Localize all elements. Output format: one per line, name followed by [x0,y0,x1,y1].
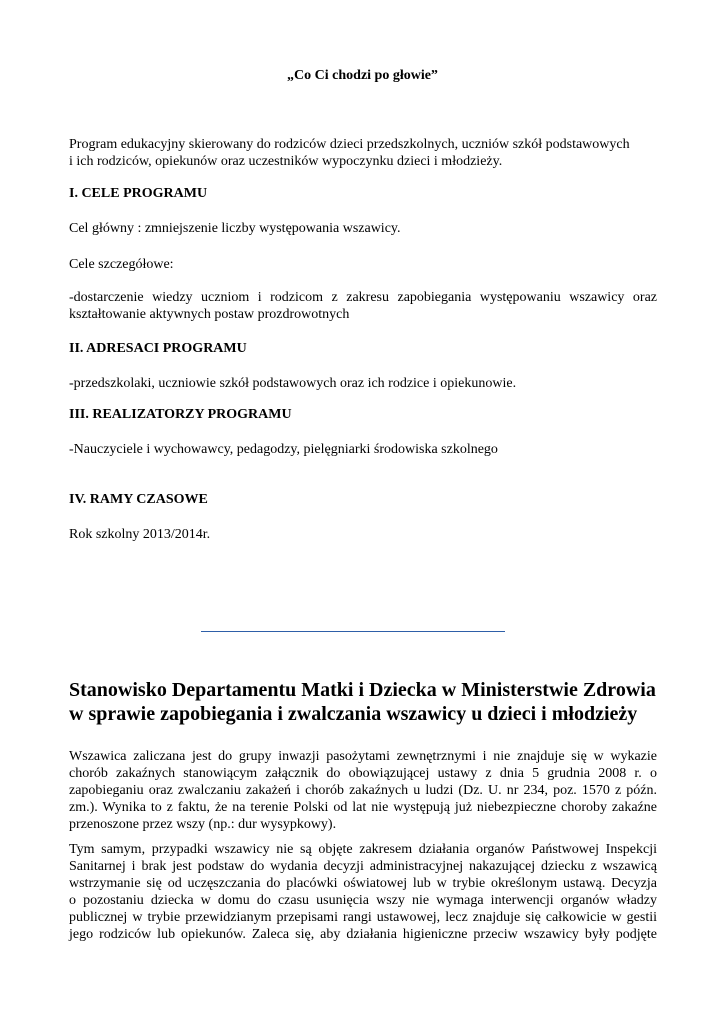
para2-line-6: jego rodziców lub opiekunów. Zaleca się, aby działania higieniczne przeciw wszawicy były podjęte [69,927,657,942]
specific-goals-line-1: -dostarczenie wiedzy uczniom i rodzicom z zakresu zapobiegania występowaniu wszawicy oraz [69,290,657,305]
para1-line-4: zm.). Wynika to z faktu, że na terenie Polski od lat nie występują już niebezpieczne choroby zakaźne [69,800,657,815]
para1-line-1: Wszawica zaliczana jest do grupy inwazji pasożytami zewnętrznymi i nie znajduje się w wykazie [69,749,657,764]
para2-line-3: wstrzymanie się od uczęszczania do placówki oświatowej lub w trybie określonym ustawą. Decyzja [69,876,657,891]
para2-line-1: Tym samym, przypadki wszawicy nie są objęte zakresem działania organów Państwowej Inspekcji [69,842,657,857]
para2-line-5: publicznej w trybie przewidzianym przepisami rangi ustawowej, lecz znajduje się całkowicie w gestii [69,910,657,925]
main-goal-text: Cel główny : zmniejszenie liczby występowania wszawicy. [69,221,401,236]
recipients-heading: II. ADRESACI PROGRAMU [69,341,247,356]
specific-goals-paragraph [69,289,657,323]
intro-line-1: Program edukacyjny skierowany do rodziców dzieci przedszkolnych, uczniów szkół podstawowych [69,137,630,152]
implementers-text: -Nauczyciele i wychowawcy, pedagodzy, pielęgniarki środowiska szkolnego [69,442,498,457]
document-title: „Co Ci chodzi po głowie” [287,68,438,83]
intro-line-2: i ich rodziców, opiekunów oraz uczestników wypoczynku dzieci i młodzieży. [69,154,503,169]
position-heading-line-2: w sprawie zapobiegania i zwalczania wszawicy u dzieci i młodzieży [69,703,638,725]
para1-line-3: zapobieganiu oraz zwalczaniu zakażeń i chorób zakaźnych u ludzi (Dz. U. nr 234, poz. 1570 z późn. [69,783,657,798]
timeframe-text: Rok szkolny 2013/2014r. [69,527,211,542]
recipients-text: -przedszkolaki, uczniowie szkół podstawowych oraz ich rodzice i opiekunowie. [69,376,517,391]
position-paragraph-1 [69,748,657,833]
para2-line-2: Sanitarnej i brak jest podstaw do wydania decyzji administracyjnej nakazującej dziecku z wszawicą [69,859,657,874]
para1-line-2: chorób zakaźnych stanowiącym załącznik do obowiązującej ustawy z dnia 5 grudnia 2008 r. o [69,766,657,781]
timeframe-heading: IV. RAMY CZASOWE [69,492,208,507]
goals-heading: I. CELE PROGRAMU [69,186,208,201]
position-paragraph-2 [69,841,657,943]
specific-goals-line-2: kształtowanie aktywnych postaw prozdrowotnych [69,307,350,322]
section-divider [201,631,505,632]
intro-paragraph [69,136,657,170]
implementers-heading: III. REALIZATORZY PROGRAMU [69,407,292,422]
para1-line-5: przenoszone przez wszy (np.: dur wysypkowy). [69,817,337,832]
position-heading [69,678,669,726]
specific-goals-label: Cele szczegółowe: [69,257,174,272]
position-heading-line-1: Stanowisko Departamentu Matki i Dziecka w Ministerstwie Zdrowia [69,679,656,701]
para2-line-4: o pozostaniu dziecka w domu do czasu usunięcia wszy nie wymaga interwencji organów władzy [69,893,657,908]
